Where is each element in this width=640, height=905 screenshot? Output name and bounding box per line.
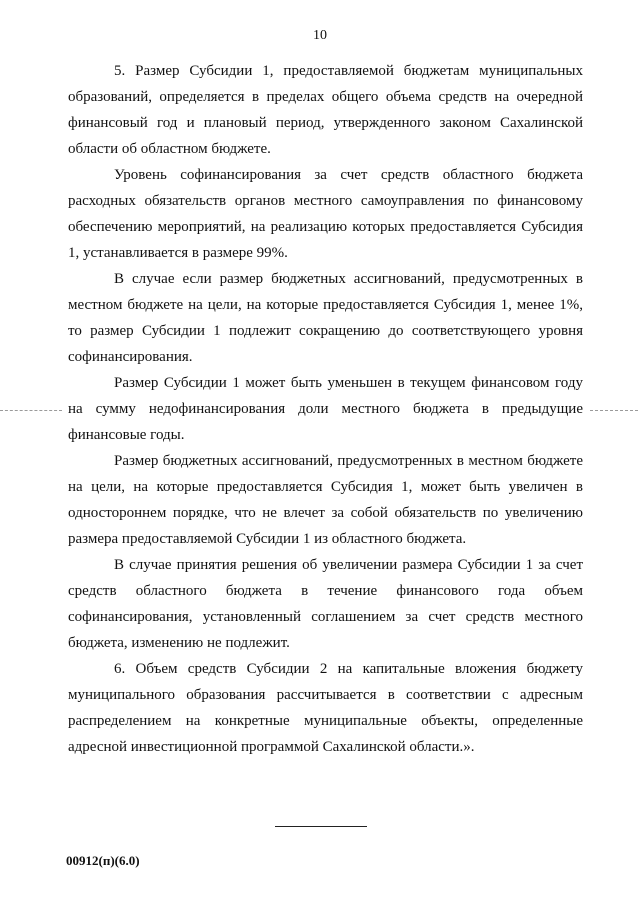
document-body-7 <box>68 656 583 760</box>
separator-line <box>275 826 367 827</box>
paragraph-3: В случае если размер бюджетных ассигнований, предусмотренных в местном бюджете на цели, на которые предоставляется Субсидия 1, менее 1%, то размер Субсидии 1 подлежит сокращению до соответствующего уровня софинансирования. <box>68 271 583 365</box>
document-body-4 <box>68 370 583 448</box>
paragraph-4: Размер Субсидии 1 может быть уменьшен в текущем финансовом году на сумму недофинансирования доли местного бюджета в предыдущие финансовые годы. <box>68 375 583 443</box>
document-body-2 <box>68 162 583 266</box>
paragraph-7: 6. Объем средств Субсидии 2 на капитальные вложения бюджету муниципального образования рассчитывается в соответствии с адресным распределением на конкретные муниципальные объекты, определенные адресной инвестиционной программой Сахалинской области.». <box>68 661 583 755</box>
scan-artifact-right <box>590 410 638 411</box>
paragraph-1: 5. Размер Субсидии 1, предоставляемой бюджетам муниципальных образований, определяется в пределах общего объема средств на очередной финансовый год и плановый период, утвержденного законом Сахалинской области об областном бюджете. <box>68 63 583 157</box>
paragraph-5: Размер бюджетных ассигнований, предусмотренных в местном бюджете на цели, на которые предоставляется Субсидия 1, может быть увеличен в одностороннем порядке, что не влечет за собой обязательств по увеличению размера предоставляемой Субсидии 1 из областного бюджета. <box>68 453 583 547</box>
page-number: 10 <box>313 28 327 43</box>
paragraph-2: Уровень софинансирования за счет средств областного бюджета расходных обязательств органов местного самоуправления по финансовому обеспечению мероприятий, на реализацию которых предоставляется Субсидия 1, устанавливается в размере 99%. <box>68 167 583 261</box>
document-body <box>68 58 583 162</box>
paragraph-6: В случае принятия решения об увеличении размера Субсидии 1 за счет средств областного бюджета в течение финансового года объем софинансирования, установленный соглашением за счет средств местного бюджета, изменению не подлежит. <box>68 557 583 651</box>
document-body-6 <box>68 552 583 656</box>
document-body-5 <box>68 448 583 552</box>
scan-artifact-left <box>0 410 62 411</box>
document-code: 00912(п)(6.0) <box>66 853 140 868</box>
document-body-3 <box>68 266 583 370</box>
